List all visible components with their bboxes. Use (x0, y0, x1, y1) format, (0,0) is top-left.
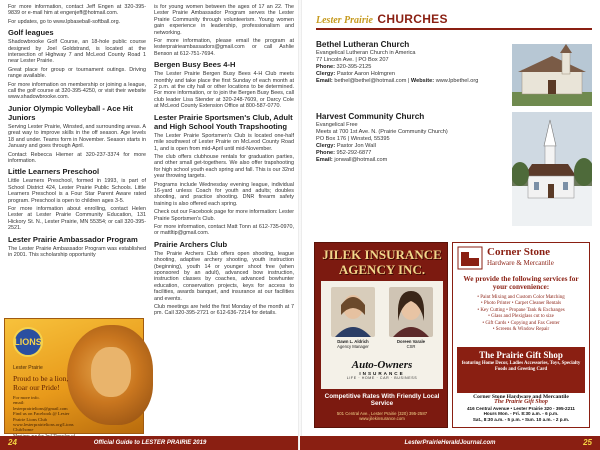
page-number-25: 25 (583, 438, 592, 447)
lions-contact-line: email: lesterprairielions@gmail.com (13, 400, 68, 411)
lion-face-image (91, 347, 131, 397)
lions-contact-line: www.lesterprairielions.org/Lions Club/home (13, 422, 74, 433)
harvest-clergy-row (316, 143, 506, 150)
volleyball-para-2: Contact Rebecca Hiemer at 320-237-3374 for more information. (8, 151, 146, 164)
corner-stone-header (453, 243, 589, 273)
lions-contact-line: Find us on Facebook @ Lester Prairie Lions Club (13, 411, 70, 422)
lions-slogan: Proud to be a lion, Roar our Pride! (13, 374, 69, 392)
service-item: • Screens & Window Repair (492, 327, 550, 333)
archers-heading: Prairie Archers Club (154, 239, 228, 249)
golf-para-2: Great place for group or tournament outings. Driving range available. (8, 66, 146, 80)
sportsmen-para-3: Programs include Wednesday evening league, individual 16-yard unless Coach for youth and adults; doubles shooting, and practice shooting. DNR firearm safety training is also offered each spring. (154, 181, 294, 207)
golf-para-3: For more information on membership or joining a league, call the golf course at 320-395-4250, or visit their website www.shadowbrooke.com. (8, 81, 146, 101)
label: Clergy: (316, 142, 336, 149)
header-title: CHURCHES (377, 12, 448, 26)
ambassador-cont-1: is for young women between the ages of 17 an 22. The Lester Prairie Ambassador Program serves the Lester Prairie Community through volunteerism. Young women gain experience in leadership, professionalism and networking. (154, 4, 294, 36)
ambassador-heading: Lester Prairie Ambassador Program (8, 234, 138, 244)
harvest-email-row (316, 157, 506, 164)
intro-para-1: For more information, contact Jeff Engen at 320-395-9839 or e-mail him at engenjeff@hotmail.com. (8, 4, 146, 17)
agents-photo-box (321, 281, 443, 359)
harvest-email: jonwall@hotmail.com (334, 156, 388, 163)
bethel-line: Evangelical Lutheran Church in America (316, 50, 416, 56)
corner-stone-ad (452, 242, 590, 428)
header-rule (316, 28, 592, 30)
left-column-1 (8, 4, 146, 260)
bethel-phone: 320-395-2125 (336, 63, 372, 70)
service-item: • Glass and Plexiglass cut to size (488, 314, 554, 320)
archers-para-1: The Prairie Archers Club offers open shooting, league shooting, adaptive archery shooting, youth instruction (beginning), youth 14 or younger shoot free (when sponsored by an adult), advanced bow instruction, instruction classes by coaches, advanced bowhunter education, conservation projects, keys for access to facilities, awards banquet, and insurance at our facilities and events. (154, 250, 294, 302)
bethel-name: Bethel Lutheran Church (316, 40, 410, 49)
bethel-line: 77 Lincoln Ave. | PO Box 207 (316, 56, 389, 63)
harvest-phone: 952-292-6877 (336, 149, 372, 156)
harvest-phone-row (316, 150, 506, 157)
bethel-email: bethel@bethel@hotmail.com (334, 77, 407, 84)
label: Email: (316, 77, 333, 84)
agent-title: Agency Manager (337, 344, 369, 349)
harvest-name: Harvest Community Church (316, 112, 425, 121)
busy-bees-heading: Bergen Busy Bees 4-H (154, 60, 236, 70)
sportsmen-para-4: Check out our Facebook page for more information: Lester Prairie Sportsmen's Club. (154, 209, 294, 222)
label: Phone: (316, 149, 335, 156)
busy-bees-para-1: The Lester Prairie Bergen Busy Bees 4-H Club meets monthly and take place the first Sunday of each month at 2 p.m. at the city hall or other locations to be determined. For more information, or to join the Bergen Busy Bees, call club leader Lisa Stender at 320-248-7609, or Darcy Cole at McLeod County Extension Office at 800-587-0770. (154, 71, 294, 110)
jilek-contact (319, 411, 445, 421)
bethel-email-row: Email: bethel@bethel@hotmail.com | Website: www.lpbethel.org (316, 77, 479, 84)
jilek-address: 501 Central Ave., Lester Prairie (320) 395-2587 (336, 411, 428, 416)
jilek-title (315, 247, 449, 277)
service-item: • Paint Mixing and Custom Color Matching (477, 295, 565, 300)
golf-para-1: Shadowbrooke Golf Course, an 18-hole public course designed by Joel Goldstrand, is located at the intersection of Highway 7 and McLeod County Road 1 near Lester Prairie. (8, 39, 146, 65)
auto-owners-name: Auto-Owners (351, 359, 413, 371)
harvest-line: Meets at 700 1st Ave. N. (Prairie Community Church) (316, 128, 448, 135)
store-hours-1: Hours Mon. - Fri. 8:30 a.m. - 6 p.m. (483, 411, 559, 417)
agent-photo-doreen (389, 287, 433, 337)
label: Website: (410, 77, 435, 84)
sportsmen-para-1: The Lester Prairie Sportsmen's Club is located one-half mile southwest of Lester Prairie on McLeod County Road 1, and is open from mid-April until mid-November. (154, 132, 294, 152)
sportsmen-heading: Lester Prairie Sportsmen's Club, Adult and High School Youth Trapshooting (154, 112, 293, 131)
ambassador-para-1: The Lester Prairie Ambassador Program was established in 2001. This scholarship opportunity (8, 245, 146, 258)
service-item: • Gift Cards • Copying and Fax Center (482, 320, 560, 326)
lions-club-ad (4, 318, 144, 434)
harvest-listing (316, 112, 506, 163)
sportsmen-para-2: The club offers clubhouse rentals for graduation parties, and other small get-togethers. We also offer trapshooting for high school youth each spring and fall. This is our 32nd year throwing targets. (154, 153, 294, 180)
auto-owners-logo (321, 359, 443, 389)
corner-stone-provide: We provide the following services for your convenience: (463, 274, 579, 292)
church-photo (512, 112, 592, 226)
jilek-title-line: AGENCY INC. (338, 262, 426, 277)
service-item: • Photo Printer • Carpet Cleaner Rentals (480, 301, 562, 307)
lions-contact-line: For more info. (13, 395, 40, 400)
preschool-heading: Little Learners Preschool (8, 167, 100, 177)
jilek-rates: Competitive Rates With Friendly Local Service (324, 393, 440, 408)
auto-owners-insurance: INSURANCE (359, 371, 405, 376)
page-number-24: 24 (8, 438, 17, 447)
harvest-clergy: Pastor Jon Wall (336, 142, 376, 149)
jilek-website: www.jilekinsurance.com (359, 416, 405, 422)
bethel-photo (512, 44, 592, 106)
bethel-clergy: Pastor Aaron Holmgren (336, 70, 395, 77)
agent-title: CSR (406, 344, 416, 349)
intro-para-2: For updates, go to www.lpbaseball-softball.org. (8, 18, 121, 25)
volleyball-para-1: Serving Lester Prairie, Winsted, and surrounding areas. A great way to improve skills in the off season. Age levels 18 and under. Teams form in November. Season starts in January and goes through April. (8, 123, 146, 150)
lions-logo-icon: LIONS (13, 327, 43, 357)
gift-shop-banner (457, 347, 585, 393)
left-footer-title: Official Guide to LESTER PRAIRIE 2019 (93, 439, 207, 446)
gift-shop-title: The Prairie Gift Shop (479, 350, 563, 360)
agent-name: Doreen Varale (397, 339, 425, 344)
label: Email: (316, 156, 333, 163)
churches-header (316, 10, 592, 30)
agent-photo-dawn (331, 287, 375, 337)
agent-name: Dawn L. Aldrich (337, 339, 369, 344)
page-25 (300, 0, 600, 450)
store-line: Corner Stone Hardware and Mercantile (473, 394, 569, 400)
preschool-para-2: For more information about enrolling, contact Helen Lester at Lester Prairie Community Education, 131 Hickory St. N., Lester Prairie, MN 55354; or call 320-395-2521. (8, 205, 146, 232)
label: Clergy: (316, 70, 336, 77)
lions-club-name: Lester Prairie (13, 365, 43, 371)
sportsmen-para-5: For more information, contact Matt Tonn at 612-735-0970, or mattltip@gmail.com. (154, 223, 294, 237)
preschool-para-1: Little Learners Preschool, formed in 1993, is part of School District 424, Lester Prairie Public Schools. Little Learners Preschool is a Four Star Parent Aware rated program. Preschool is open to children ages 3-5. (8, 178, 146, 204)
harvest-line: Evangelical Free (316, 122, 358, 128)
left-footer (0, 436, 300, 450)
auto-owners-lines: LIFE · HOME · CAR · BUSINESS (346, 376, 418, 380)
store-hours-2: Sat., 8:30 a.m. - 5 p.m. • Sun. 10 a.m. - 2 p.m. (472, 416, 570, 422)
store-address: 416 Central Avenue • Lester Prairie 320 - 395-2211 (466, 405, 575, 411)
right-footer (300, 436, 600, 450)
header-brand: Lester Prairie (316, 15, 373, 26)
harvest-line: PO Box 176 | Winsted, 55395 (316, 135, 390, 142)
jilek-insurance-ad (314, 242, 448, 428)
corner-stone-footer (457, 395, 585, 422)
gift-shop-sub: featuring Home Decor, Ladies Accessories, Toys, Specialty Foods and Greeting Card (461, 361, 581, 372)
corner-stone-subtitle: Hardware & Mercantile (487, 259, 554, 267)
agent-dawn-caption (325, 339, 381, 349)
corner-stone-logo-icon (457, 246, 483, 270)
agent-doreen-caption (383, 339, 439, 349)
right-footer-url: LesterPrairieHeraldJournal.com (404, 439, 496, 446)
left-column-2 (154, 4, 294, 319)
ambassador-cont-2: For more information, please email the program at lesterprairieambassadors@gmail.com or call Ashlie Benson at 612-751-7694. (154, 38, 294, 57)
archers-para-2: Club meetings are held the first Monday of the month at 7 pm. Call 320-395-2721 or 612-636-7214 for details. (154, 304, 294, 317)
bethel-website: www.lpbethel.org (435, 77, 479, 84)
gift-line: The Prairie Gift Shop (494, 399, 548, 406)
jilek-title-line: JILEK INSURANCE (322, 247, 442, 262)
corner-stone-name: Corner Stone (487, 246, 551, 258)
golf-heading: Golf leagues (8, 28, 54, 38)
volleyball-heading: Junior Olympic Volleyball - Ace Hit Juniors (8, 103, 133, 122)
service-item: • Key Cutting • Propane Tank & Exchanges (477, 307, 565, 313)
corner-stone-services (457, 295, 585, 333)
label: Phone: (316, 63, 335, 70)
